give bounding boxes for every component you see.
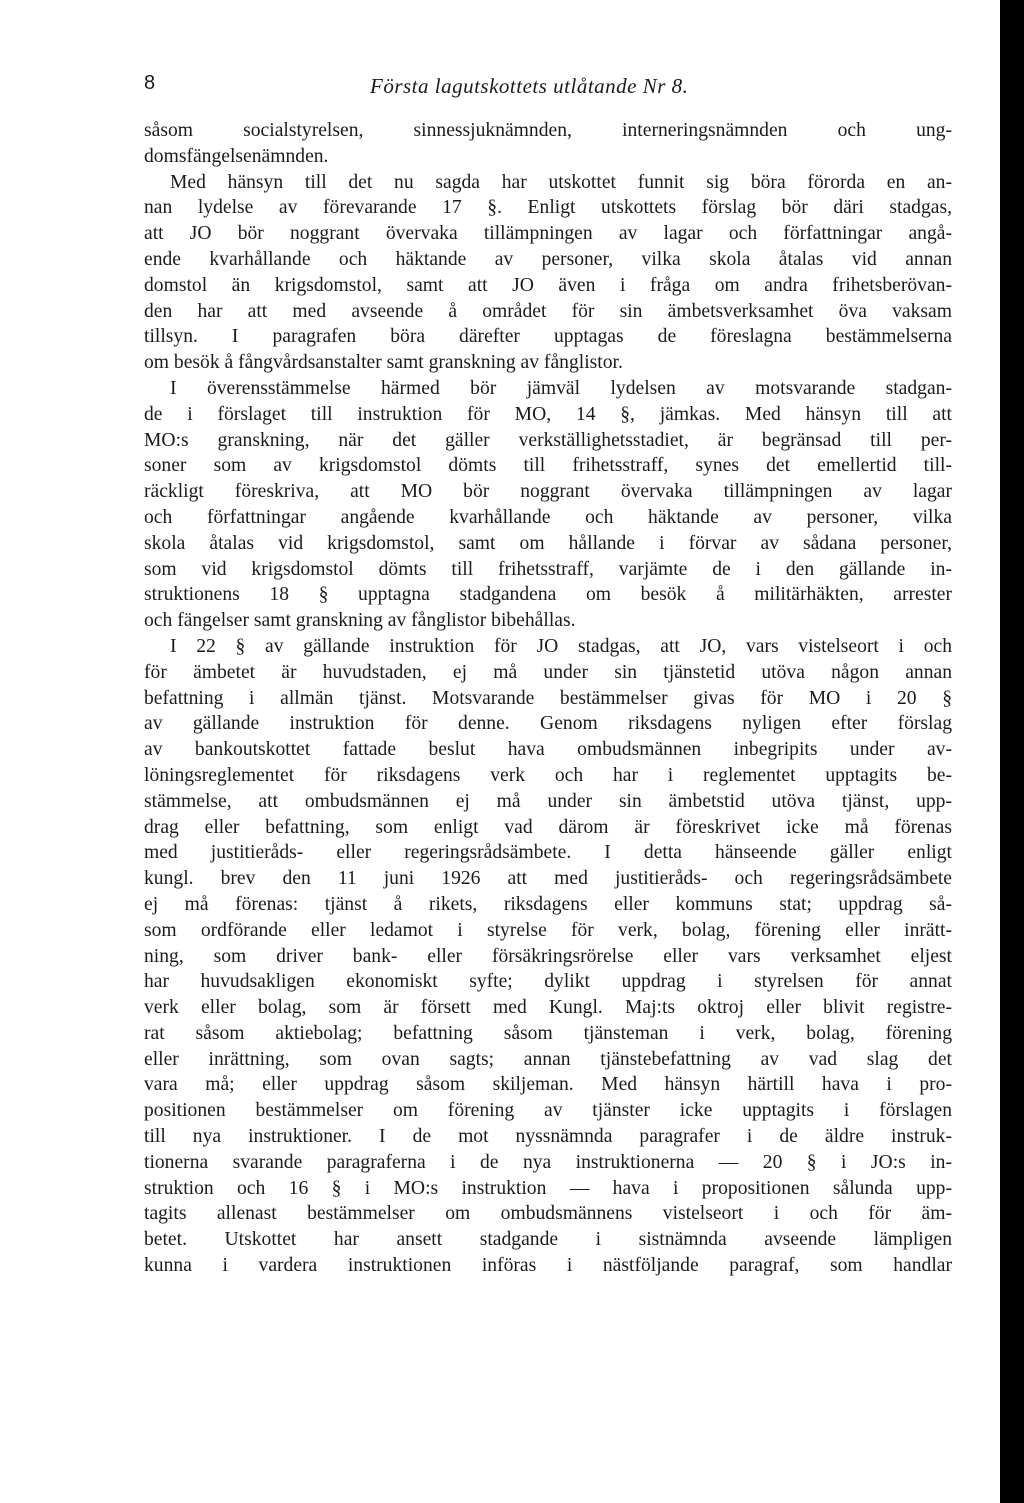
text-line: domsfängelsenämnden. [144, 145, 329, 167]
text-line: befattning i allmän tjänst. Motsvarande bestämmelser givas för MO i 20 § [144, 687, 952, 709]
text-line: betet. Utskottet har ansett stadgande i sistnämnda avseende lämpligen [144, 1229, 952, 1251]
text-line: såsom socialstyrelsen, sinnessjuknämnden, interneringsnämnden och ung- [144, 120, 952, 141]
text-line: soner som av krigsdomstol dömts till frihetsstraff, synes det emellertid till- [144, 455, 952, 477]
text-line: nan lydelse av förevarande 17 §. Enligt utskottets förslag bör däri stadgas, [144, 197, 952, 219]
text-line: kungl. brev den 11 juni 1926 att med justitieråds- och regeringsrådsämbete [144, 868, 952, 890]
text-line: skola åtalas vid krigsdomstol, samt om hållande i förvar av sådana personer, [144, 532, 952, 554]
text-line: av gällande instruktion för denne. Genom riksdagens nyligen efter förslag [144, 713, 952, 735]
text-line: rat såsom aktiebolag; befattning såsom tjänsteman i verk, bolag, förening [144, 1022, 952, 1044]
text-line: för ämbetet är huvudstaden, ej må under sin tjänstetid utöva någon annan [144, 661, 952, 683]
text-line: räckligt föreskriva, att MO bör noggrant övervaka tillämpningen av lagar [144, 481, 952, 503]
text-line: som ordförande eller ledamot i styrelse för verk, bolag, förening eller inrätt- [144, 919, 952, 941]
text-line: Med hänsyn till det nu sagda har utskottet funnit sig böra förorda en an- [170, 171, 952, 193]
text-line: I överensstämmelse härmed bör jämväl lydelsen av motsvarande stadgan- [170, 377, 952, 399]
text-line: domstol än krigsdomstol, samt att JO även i fråga om andra frihetsberövan- [144, 274, 952, 296]
text-line: ende kvarhållande och häktande av personer, vilka skola åtalas vid annan [144, 248, 952, 270]
text-line: struktion och 16 § i MO:s instruktion — hava i propositionen sålunda upp- [144, 1177, 952, 1199]
text-line: vara må; eller uppdrag såsom skiljeman. Med hänsyn härtill hava i pro- [144, 1074, 952, 1096]
text-line: struktionens 18 § upptagna stadgandena om besök å militärhäkten, arrester [144, 584, 952, 606]
text-line: ej må förenas: tjänst å rikets, riksdagens eller kommuns stat; uppdrag så- [144, 893, 952, 915]
text-line: MO:s granskning, när det gäller verkställighetsstadiet, är begränsad till per- [144, 429, 952, 451]
text-line: I 22 § av gällande instruktion för JO stadgas, att JO, vars vistelseort i och [170, 635, 952, 657]
text-line: tionerna svarande paragraferna i de nya instruktionerna — 20 § i JO:s in- [144, 1151, 952, 1173]
text-line: tillsyn. I paragrafen böra därefter upptagas de föreslagna bestämmelserna [144, 326, 952, 348]
text-line: de i förslaget till instruktion för MO, 14 §, jämkas. Med hänsyn till att [144, 403, 952, 425]
text-line: om besök å fångvårdsanstalter samt granskning av fånglistor. [144, 352, 623, 374]
text-line: positionen bestämmelser om förening av tjänster icke upptagits i förslagen [144, 1100, 952, 1122]
text-line: verk eller bolag, som är försett med Kungl. Maj:ts oktroj eller blivit registre- [144, 997, 952, 1019]
text-line: som vid krigsdomstol dömts till frihetsstraff, varjämte de i den gällande in- [144, 558, 952, 580]
text-line: och fängelser samt granskning av fånglistor bibehållas. [144, 610, 576, 632]
text-line: kunna i vardera instruktionen införas i nästföljande paragraf, som handlar [144, 1255, 952, 1277]
text-line: till nya instruktioner. I de mot nyssnämnda paragrafer i de äldre instruk- [144, 1126, 952, 1148]
text-line: att JO bör noggrant övervaka tillämpningen av lagar och författningar angå- [144, 223, 952, 245]
text-line: stämmelse, att ombudsmännen ej må under sin ämbetstid utöva tjänst, upp- [144, 790, 952, 812]
text-line: den har att med avseende å området för sin ämbetsverksamhet öva vaksam [144, 300, 952, 322]
text-line: och författningar angående kvarhållande och häktande av personer, vilka [144, 506, 952, 528]
text-line: har huvudsakligen ekonomiskt syfte; dylikt uppdrag i styrelsen för annat [144, 971, 952, 993]
body-text [144, 118, 952, 1279]
text-line: löningsreglementet för riksdagens verk och har i reglementet upptagits be- [144, 764, 952, 786]
text-line: med justitieråds- eller regeringsrådsämbete. I detta hänseende gäller enligt [144, 842, 952, 864]
running-head: Första lagutskottets utlåtande Nr 8. [370, 74, 689, 98]
page-number: 8 [144, 72, 156, 94]
text-line: eller inrättning, som ovan sagts; annan tjänstebefattning av vad slag det [144, 1048, 952, 1070]
text-line: drag eller befattning, som enligt vad därom är föreskrivet icke må förenas [144, 816, 952, 838]
text-line: tagits allenast bestämmelser om ombudsmännens vistelseort i och för äm- [144, 1203, 952, 1225]
text-line: av bankoutskottet fattade beslut hava ombudsmännen inbegripits under av- [144, 739, 952, 761]
text-line: ning, som driver bank- eller försäkringsrörelse eller vars verksamhet eljest [144, 945, 952, 967]
